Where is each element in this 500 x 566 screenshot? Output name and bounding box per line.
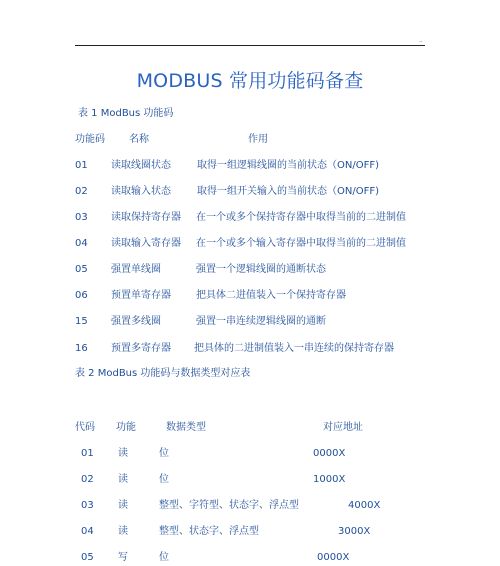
table2-row-addr: 0000X — [313, 448, 346, 459]
table2-row-type: 位 — [159, 474, 169, 485]
table2-header-type: 数据类型 — [166, 422, 206, 433]
table2-row-func: 读 — [118, 500, 128, 511]
table1-row-code: 06 — [75, 290, 88, 301]
table2-row-code: 04 — [81, 526, 94, 537]
table2-header-func: 功能 — [116, 422, 136, 433]
table2-row-addr: 1000X — [313, 474, 346, 485]
table2-header-code: 代码 — [75, 422, 95, 433]
table2-row-code: 03 — [81, 500, 94, 511]
table1-row-name: 预置单寄存器 — [111, 290, 171, 301]
table1-row-code: 02 — [75, 186, 88, 197]
table1-row-code: 05 — [75, 264, 88, 275]
table1-caption: 表 1 ModBus 功能码 — [78, 108, 174, 119]
table1-row-name: 读取输入状态 — [111, 186, 171, 197]
table2-row-addr: 0000X — [317, 552, 350, 563]
table2-row-type: 整型、状态字、浮点型 — [159, 526, 259, 537]
table1-row-name: 强置单线圈 — [111, 264, 161, 275]
table1-header-name: 名称 — [129, 134, 149, 145]
table1-row-code: 04 — [75, 238, 88, 249]
table2-row-func: 写 — [118, 552, 128, 563]
table2-row-type: 位 — [159, 552, 169, 563]
table1-row-name: 读取线圈状态 — [111, 160, 171, 171]
table2-row-type: 整型、字符型、状态字、浮点型 — [159, 500, 299, 511]
table1-header-code: 功能码 — [75, 134, 105, 145]
table1-row-desc: 在一个或多个输入寄存器中取得当前的二进制值 — [196, 238, 406, 249]
table2-row-code: 05 — [81, 552, 94, 563]
header-mark: .. — [419, 37, 423, 44]
table2-row-addr: 4000X — [348, 500, 381, 511]
table1-row-desc: 把具体的二进制值装入一串连续的保持寄存器 — [194, 343, 394, 354]
table1-header-desc: 作用 — [248, 134, 268, 145]
table1-row-desc: 取得一组开关输入的当前状态（ON/OFF) — [197, 186, 379, 197]
table1-row-name: 强置多线圈 — [111, 316, 161, 327]
table1-row-name: 读取保持寄存器 — [111, 212, 181, 223]
table1-row-desc: 强置一个逻辑线圈的通断状态 — [196, 264, 326, 275]
table2-row-code: 01 — [81, 448, 94, 459]
table2-header-addr: 对应地址 — [323, 422, 363, 433]
table1-row-code: 15 — [75, 316, 88, 327]
table1-row-name: 读取输入寄存器 — [111, 238, 181, 249]
table1-row-name: 预置多寄存器 — [111, 343, 171, 354]
table2-row-type: 位 — [159, 448, 169, 459]
table2-caption: 表 2 ModBus 功能码与数据类型对应表 — [75, 368, 251, 379]
table1-row-desc: 强置一串连续逻辑线圈的通断 — [196, 316, 326, 327]
table1-row-desc: 取得一组逻辑线圈的当前状态（ON/OFF) — [197, 160, 379, 171]
table2-row-func: 读 — [118, 474, 128, 485]
table1-row-desc: 在一个或多个保持寄存器中取得当前的二进制值 — [196, 212, 406, 223]
table2-row-func: 读 — [118, 448, 128, 459]
table1-row-code: 03 — [75, 212, 88, 223]
table1-row-code: 01 — [75, 160, 88, 171]
table1-row-code: 16 — [75, 343, 88, 354]
table1-row-desc: 把具体二进值装入一个保持寄存器 — [196, 290, 346, 301]
table2-row-addr: 3000X — [338, 526, 371, 537]
table2-row-code: 02 — [81, 474, 94, 485]
header-rule — [75, 45, 425, 46]
page-title: MODBUS 常用功能码备查 — [136, 70, 364, 92]
table2-row-func: 读 — [118, 526, 128, 537]
